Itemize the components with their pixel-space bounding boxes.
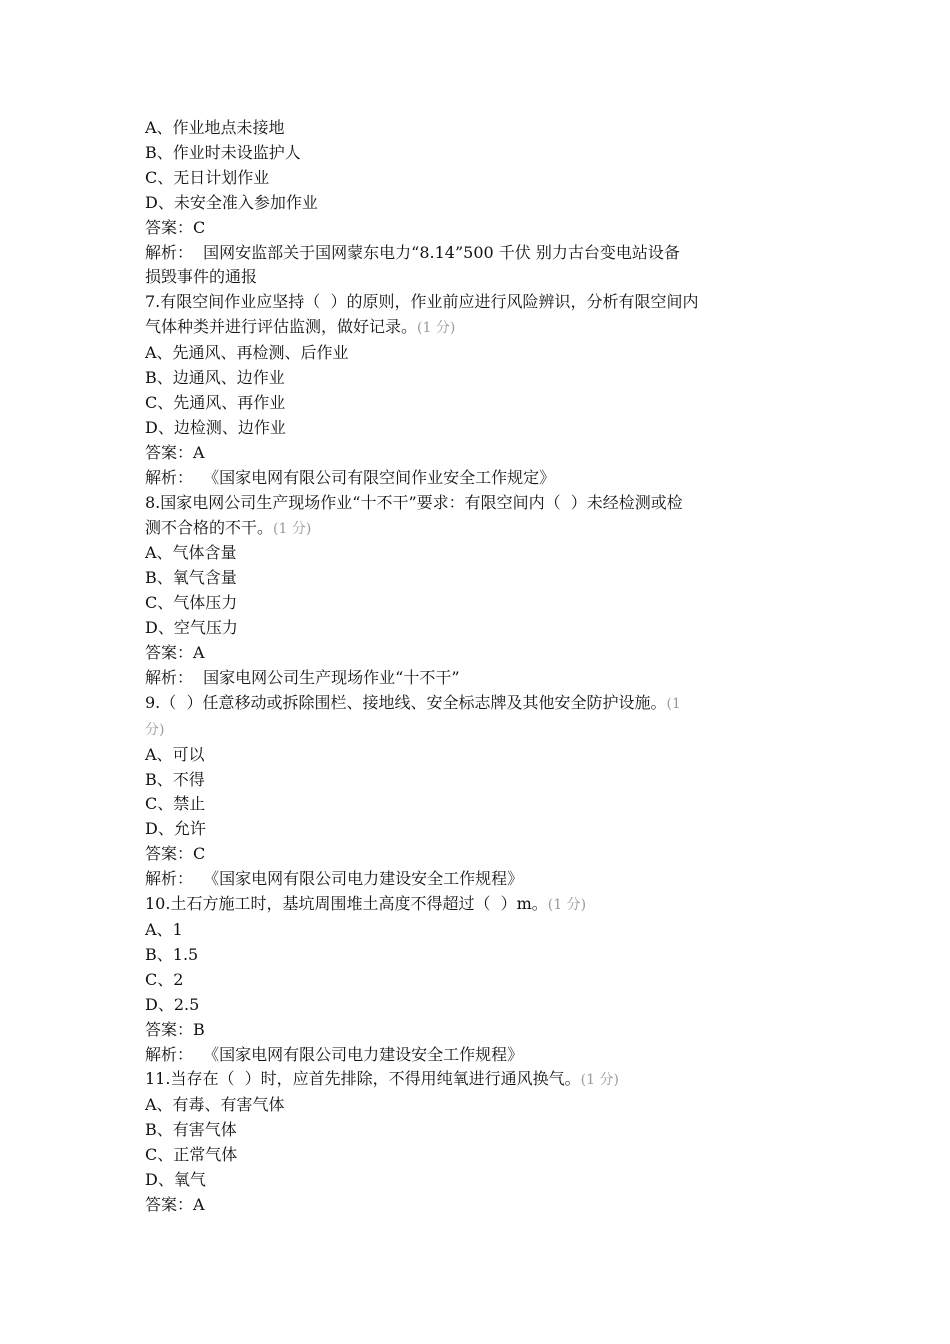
option-a: A、1 — [145, 920, 183, 939]
analysis-continued: 损毁事件的通报 — [145, 267, 258, 287]
option-a: A、作业地点未接地 — [145, 118, 285, 137]
question-stem-continued — [145, 516, 810, 542]
option-d: D、允许 — [145, 819, 206, 839]
answer: 答案：C — [145, 217, 206, 237]
option-c: C、正常气体 — [145, 1145, 238, 1165]
option-a: A、有毒、有害气体 — [145, 1095, 285, 1115]
question-stem: 7.有限空间作业应坚持（ ）的原则，作业前应进行风险辨识，分析有限空间内 — [145, 292, 699, 312]
question-6-tail — [145, 116, 810, 290]
question-8 — [145, 491, 810, 691]
option-c: C、禁止 — [145, 794, 206, 814]
option-c: C、先通风、再作业 — [145, 392, 286, 412]
score-label: (1 分) — [580, 1072, 619, 1089]
question-9 — [145, 691, 810, 892]
option-c: C、2 — [145, 969, 184, 989]
score-label: (1 分) — [417, 320, 456, 337]
question-stem-continued — [145, 315, 810, 341]
option-a: A、先通风、再检测、后作业 — [145, 343, 349, 363]
answer: 答案：A — [145, 643, 205, 663]
option-a: A、气体含量 — [145, 543, 237, 563]
option-b: B、氧气含量 — [145, 568, 237, 588]
question-list — [145, 116, 810, 1218]
answer: 答案：A — [145, 1194, 205, 1214]
option-d: D、空气压力 — [145, 618, 238, 638]
option-d: D、氧气 — [145, 1170, 206, 1190]
option-c: C、气体压力 — [145, 593, 238, 613]
analysis: 解析： 《国家电网有限公司电力建设安全工作规程》 — [145, 1044, 524, 1064]
option-b: B、有害气体 — [145, 1120, 237, 1140]
question-stem-continued — [145, 717, 810, 743]
answer: 答案：A — [145, 442, 205, 462]
analysis: 解析： 国家电网公司生产现场作业“十不干” — [145, 667, 460, 687]
question-7 — [145, 290, 810, 490]
stem-text: 气体种类并进行评估监测，做好记录。 — [145, 317, 418, 337]
score-label: (1 分) — [273, 520, 312, 537]
option-b: B、边通风、边作业 — [145, 368, 285, 388]
option-b: B、不得 — [145, 769, 205, 789]
question-10 — [145, 892, 810, 1067]
score-label-part2: 分) — [145, 721, 165, 738]
option-d: D、2.5 — [145, 994, 200, 1014]
option-b: B、1.5 — [145, 944, 199, 964]
stem-text: 9.（ ）任意移动或拆除围栏、接地线、安全标志牌及其他安全防护设施。 — [145, 692, 667, 712]
question-stem — [145, 892, 810, 918]
score-label: (1 分) — [547, 897, 587, 914]
answer: 答案：C — [145, 844, 206, 864]
analysis: 解析： 《国家电网有限公司有限空间作业安全工作规定》 — [145, 467, 556, 487]
stem-text: 测不合格的不干。 — [145, 517, 274, 537]
analysis: 解析： 《国家电网有限公司电力建设安全工作规程》 — [145, 869, 524, 889]
option-b: B、作业时未设监护人 — [145, 142, 301, 162]
option-d: D、未安全准入参加作业 — [145, 192, 318, 212]
question-stem — [145, 1067, 810, 1093]
question-11 — [145, 1067, 810, 1217]
score-label-part1: (1 — [666, 695, 681, 712]
stem-text: 10.土石方施工时，基坑周围堆土高度不得超过（ ）m。 — [145, 894, 548, 914]
stem-text: 11.当存在（ ）时，应首先排除，不得用纯氧进行通风换气。 — [145, 1069, 581, 1089]
answer: 答案：B — [145, 1019, 205, 1039]
option-a: A、可以 — [145, 744, 205, 764]
question-stem: 8.国家电网公司生产现场作业“十不干”要求：有限空间内（ ）未经检测或检 — [145, 492, 683, 512]
option-d: D、边检测、边作业 — [145, 417, 286, 437]
analysis: 解析： 国网安监部关于国网蒙东电力“8.14”500 千伏 别力古台变电站设备 — [145, 242, 680, 262]
option-c: C、无日计划作业 — [145, 167, 270, 187]
question-stem — [145, 691, 810, 717]
